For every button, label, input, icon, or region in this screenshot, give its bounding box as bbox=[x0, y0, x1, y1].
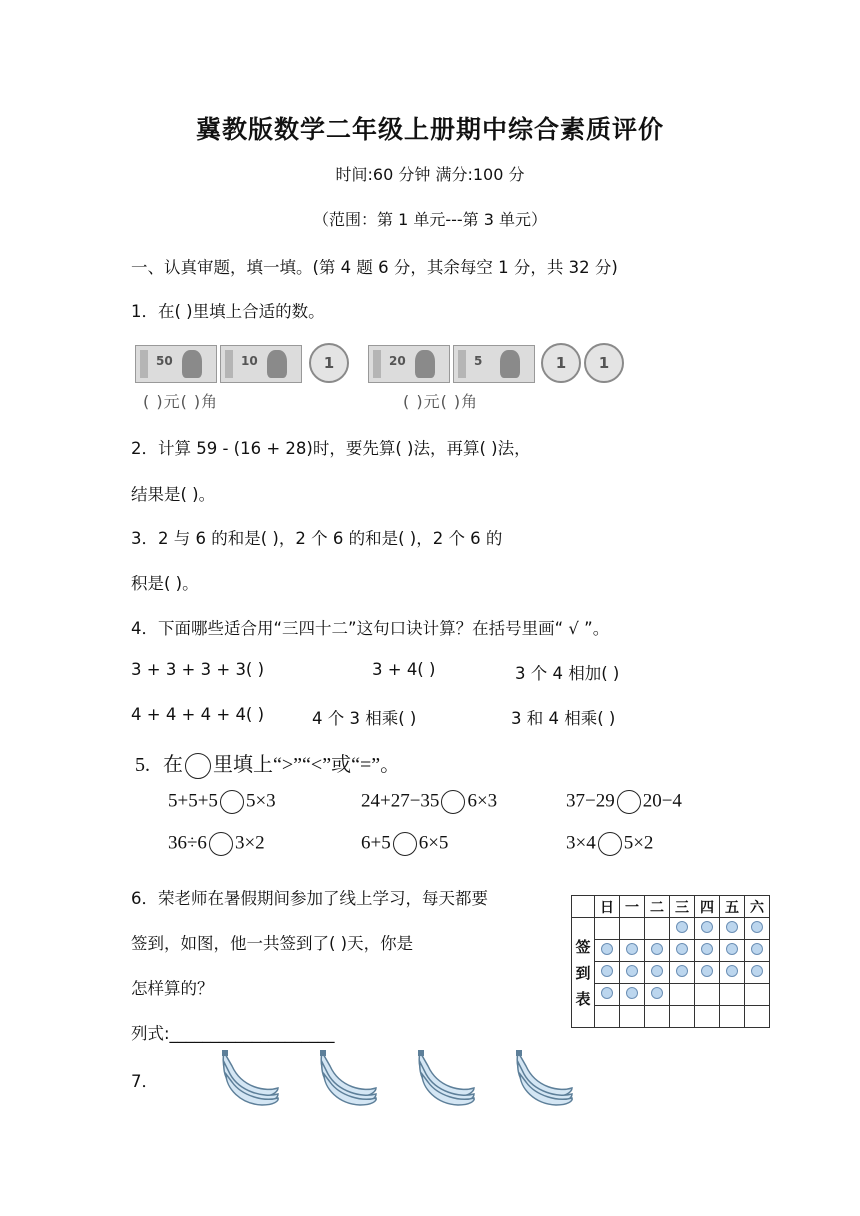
sign-cell bbox=[695, 1006, 720, 1028]
q4-item: 4 + 4 + 4 + 4( ) bbox=[131, 705, 265, 724]
banana-bunch-icon bbox=[218, 1048, 282, 1110]
compare-blank[interactable] bbox=[617, 790, 641, 814]
coin-1-yuan: 1 bbox=[309, 343, 349, 383]
sign-cell bbox=[670, 962, 695, 984]
weekday-header: 五 bbox=[720, 896, 745, 918]
sign-cell bbox=[620, 984, 645, 1006]
question-1: 1．在( )里填上合适的数。 bbox=[131, 302, 325, 321]
weekday-header: 日 bbox=[595, 896, 620, 918]
compare-item: 36÷6 3×2 bbox=[168, 832, 265, 856]
circle-icon bbox=[185, 753, 211, 779]
sign-dot-icon bbox=[651, 965, 663, 977]
question-2-line-2: 结果是( )。 bbox=[131, 485, 216, 504]
question-5-heading: 5. 在 里填上“>”“<”或“=”。 bbox=[135, 748, 400, 779]
question-6-line-3: 怎样算的？ bbox=[131, 979, 214, 998]
money-answer-2: ( )元( )角 bbox=[403, 392, 479, 411]
question-3-line-2: 积是( )。 bbox=[131, 574, 199, 593]
banknote-20: 20 bbox=[368, 345, 450, 383]
sign-cell bbox=[720, 940, 745, 962]
q4-item: 3 + 3 + 3 + 3( ) bbox=[131, 660, 265, 679]
sign-cell bbox=[645, 918, 670, 940]
sign-cell bbox=[645, 1006, 670, 1028]
sign-dot-icon bbox=[726, 943, 738, 955]
question-6-line-1: 6．荣老师在暑假期间参加了线上学习，每天都要 bbox=[131, 889, 488, 908]
compare-blank[interactable] bbox=[220, 790, 244, 814]
sign-dot-icon bbox=[601, 987, 613, 999]
sign-dot-icon bbox=[751, 943, 763, 955]
banknote-10: 10 bbox=[220, 345, 302, 383]
sign-cell bbox=[620, 962, 645, 984]
sign-in-table bbox=[571, 895, 770, 1028]
sign-dot-icon bbox=[701, 965, 713, 977]
sign-cell bbox=[720, 1006, 745, 1028]
weekday-header: 二 bbox=[645, 896, 670, 918]
compare-blank[interactable] bbox=[393, 832, 417, 856]
sign-cell bbox=[595, 918, 620, 940]
banana-bunch-icon bbox=[414, 1048, 478, 1110]
sign-dot-icon bbox=[751, 965, 763, 977]
sign-dot-icon bbox=[601, 965, 613, 977]
question-4-line-1: 4．下面哪些适合用“三四十二”这句口诀计算？在括号里画“ √ ”。 bbox=[131, 619, 610, 638]
sign-table-side-label: 签 到 表 bbox=[572, 918, 595, 1028]
sign-cell bbox=[670, 940, 695, 962]
money-answer-1: ( )元( )角 bbox=[143, 392, 219, 411]
sign-cell bbox=[745, 962, 770, 984]
sign-cell bbox=[720, 918, 745, 940]
sign-dot-icon bbox=[726, 965, 738, 977]
sign-dot-icon bbox=[626, 987, 638, 999]
compare-item: 37−29 20−4 bbox=[566, 790, 682, 814]
sign-dot-icon bbox=[701, 921, 713, 933]
compare-item: 24+27−35 6×3 bbox=[361, 790, 497, 814]
sign-cell bbox=[645, 962, 670, 984]
sign-dot-icon bbox=[626, 943, 638, 955]
question-2-line-1: 2．计算 59 - (16 + 28)时，要先算( )法，再算( )法， bbox=[131, 439, 531, 458]
sign-dot-icon bbox=[726, 921, 738, 933]
coin-1-yuan: 1 bbox=[584, 343, 624, 383]
weekday-header: 一 bbox=[620, 896, 645, 918]
banknote-5: 5 bbox=[453, 345, 535, 383]
sign-cell bbox=[720, 984, 745, 1006]
question-3-line-1: 3．2 与 6 的和是( )，2 个 6 的和是( )，2 个 6 的 bbox=[131, 529, 503, 548]
sign-cell bbox=[695, 940, 720, 962]
compare-blank[interactable] bbox=[598, 832, 622, 856]
sign-cell bbox=[620, 940, 645, 962]
banana-bunch-icon bbox=[512, 1048, 576, 1110]
q4-item: 4 个 3 相乘( ) bbox=[312, 709, 417, 728]
sign-cell bbox=[645, 940, 670, 962]
coin-1-yuan: 1 bbox=[541, 343, 581, 383]
table-corner bbox=[572, 896, 595, 918]
sign-dot-icon bbox=[626, 965, 638, 977]
q4-item: 3 和 4 相乘( ) bbox=[511, 709, 616, 728]
sign-cell bbox=[595, 962, 620, 984]
sign-dot-icon bbox=[651, 987, 663, 999]
banana-bunch-icon bbox=[316, 1048, 380, 1110]
sign-cell bbox=[695, 962, 720, 984]
sign-cell bbox=[620, 1006, 645, 1028]
sign-dot-icon bbox=[601, 943, 613, 955]
sign-dot-icon bbox=[676, 965, 688, 977]
sign-dot-icon bbox=[701, 943, 713, 955]
sign-dot-icon bbox=[651, 943, 663, 955]
sign-cell bbox=[595, 1006, 620, 1028]
sign-cell bbox=[695, 984, 720, 1006]
sign-cell bbox=[595, 940, 620, 962]
compare-blank[interactable] bbox=[441, 790, 465, 814]
compare-item: 5+5+5 5×3 bbox=[168, 790, 276, 814]
weekday-header: 三 bbox=[670, 896, 695, 918]
sign-cell bbox=[670, 918, 695, 940]
sign-cell bbox=[670, 1006, 695, 1028]
sign-cell bbox=[695, 918, 720, 940]
q4-item: 3 个 4 相加( ) bbox=[515, 664, 620, 683]
exam-scope: （范围：第 1 单元---第 3 单元） bbox=[312, 210, 548, 229]
weekday-header: 四 bbox=[695, 896, 720, 918]
sign-cell bbox=[620, 918, 645, 940]
sign-cell bbox=[595, 984, 620, 1006]
sign-cell bbox=[745, 940, 770, 962]
compare-item: 3×4 5×2 bbox=[566, 832, 653, 856]
exam-meta: 时间:60 分钟 满分:100 分 bbox=[335, 165, 525, 184]
question-6-line-2: 签到，如图，他一共签到了( )天，你是 bbox=[131, 934, 414, 953]
sign-dot-icon bbox=[751, 921, 763, 933]
page-title: 冀教版数学二年级上册期中综合素质评价 bbox=[195, 115, 664, 144]
question-6-formula: 列式:____________________ bbox=[131, 1024, 335, 1043]
compare-item: 6+5 6×5 bbox=[361, 832, 448, 856]
sign-cell bbox=[645, 984, 670, 1006]
sign-dot-icon bbox=[676, 921, 688, 933]
sign-cell bbox=[745, 918, 770, 940]
question-7: 7． bbox=[131, 1072, 158, 1091]
sign-cell bbox=[670, 984, 695, 1006]
compare-blank[interactable] bbox=[209, 832, 233, 856]
weekday-header: 六 bbox=[745, 896, 770, 918]
sign-cell bbox=[745, 1006, 770, 1028]
sign-cell bbox=[720, 962, 745, 984]
banknote-50: 50 bbox=[135, 345, 217, 383]
section-1-heading: 一、认真审题，填一填。(第 4 题 6 分，其余每空 1 分，共 32 分) bbox=[131, 258, 618, 277]
sign-cell bbox=[745, 984, 770, 1006]
sign-dot-icon bbox=[676, 943, 688, 955]
q4-item: 3 + 4( ) bbox=[372, 660, 436, 679]
